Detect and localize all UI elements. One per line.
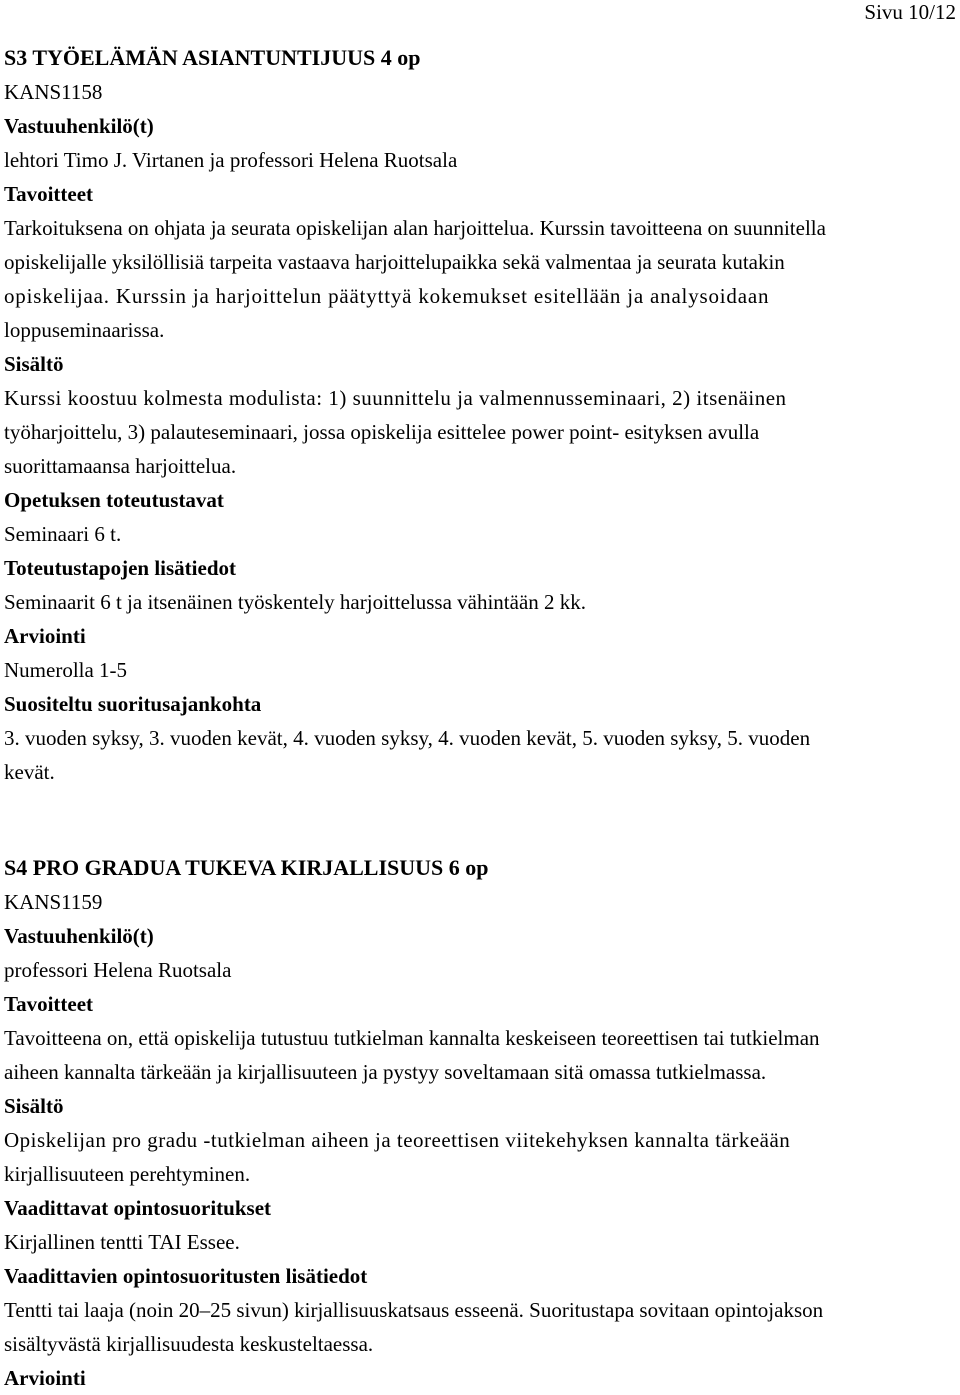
assessment-value: Numerolla 1-5 — [4, 658, 128, 682]
goals-label: Tavoitteet — [4, 182, 94, 206]
course-s4 — [4, 851, 956, 1395]
course-title: S4 PRO GRADUA TUKEVA KIRJALLISUUS 6 op — [4, 855, 489, 880]
course-title: S3 TYÖELÄMÄN ASIANTUNTIJUUS 4 op — [4, 45, 421, 70]
responsible-label: Vastuuhenkilö(t) — [4, 924, 154, 948]
goals-line: opiskelijalle yksilöllisiä tarpeita vastaava harjoittelupaikka sekä valmentaa ja seurata kutakin — [4, 250, 785, 274]
assessment-label: Arviointi — [4, 1366, 86, 1390]
required-info-line: sisältyvästä kirjallisuudesta keskusteltaessa. — [4, 1332, 374, 1356]
goals-line: Tarkoituksena on ohjata ja seurata opiskelijan alan harjoittelua. Kurssin tavoitteena on suunnitella — [4, 216, 826, 240]
content-label: Sisältö — [4, 352, 64, 376]
content-line: Opiskelijan pro gradu -tutkielman aiheen ja teoreettisen viitekehyksen kannalta tärkeään — [4, 1128, 791, 1152]
course-code: KANS1159 — [4, 890, 103, 914]
content-line: Kurssi koostuu kolmesta modulista: 1) suunnittelu ja valmennusseminaari, 2) itsenäinen — [4, 386, 787, 410]
course-s3 — [4, 41, 956, 789]
content-line: suorittamaansa harjoittelua. — [4, 454, 237, 478]
goals-line: opiskelijaa. Kurssin ja harjoittelun päätyttyä kokemukset esitellään ja analysoidaan — [4, 284, 770, 308]
required-value: Kirjallinen tentti TAI Essee. — [4, 1230, 240, 1254]
goals-line: loppuseminaarissa. — [4, 318, 165, 342]
content-label: Sisältö — [4, 1094, 64, 1118]
required-info-line: Tentti tai laaja (noin 20–25 sivun) kirjallisuuskatsaus esseenä. Suoritustapa sovitaan opintojakson — [4, 1298, 824, 1322]
teaching-info-label: Toteutustapojen lisätiedot — [4, 556, 236, 580]
timing-line: 3. vuoden syksy, 3. vuoden kevät, 4. vuoden syksy, 4. vuoden kevät, 5. vuoden syksy, 5. vuoden — [4, 726, 811, 750]
responsible-value: lehtori Timo J. Virtanen ja professori Helena Ruotsala — [4, 148, 458, 172]
required-label: Vaadittavat opintosuoritukset — [4, 1196, 272, 1220]
required-info-label: Vaadittavien opintosuoritusten lisätiedot — [4, 1264, 368, 1288]
teaching-info-value: Seminaarit 6 t ja itsenäinen työskentely harjoittelussa vähintään 2 kk. — [4, 590, 587, 614]
goals-line: Tavoitteena on, että opiskelija tutustuu tutkielman kannalta keskeiseen teoreettisen tai tutkielman — [4, 1026, 820, 1050]
assessment-label: Arviointi — [4, 624, 86, 648]
page-number: Sivu 10/12 — [864, 0, 956, 24]
goals-label: Tavoitteet — [4, 992, 94, 1016]
timing-line: kevät. — [4, 760, 55, 784]
timing-label: Suositeltu suoritusajankohta — [4, 692, 262, 716]
responsible-value: professori Helena Ruotsala — [4, 958, 232, 982]
responsible-label: Vastuuhenkilö(t) — [4, 114, 154, 138]
goals-line: aiheen kannalta tärkeään ja kirjallisuuteen ja pystyy soveltamaan sitä omassa tutkielmassa. — [4, 1060, 767, 1084]
course-code: KANS1158 — [4, 80, 103, 104]
content-line: työharjoittelu, 3) palauteseminaari, jossa opiskelija esittelee power point- esityksen avulla — [4, 420, 760, 444]
teaching-label: Opetuksen toteutustavat — [4, 488, 224, 512]
content-line: kirjallisuuteen perehtyminen. — [4, 1162, 251, 1186]
teaching-value: Seminaari 6 t. — [4, 522, 122, 546]
